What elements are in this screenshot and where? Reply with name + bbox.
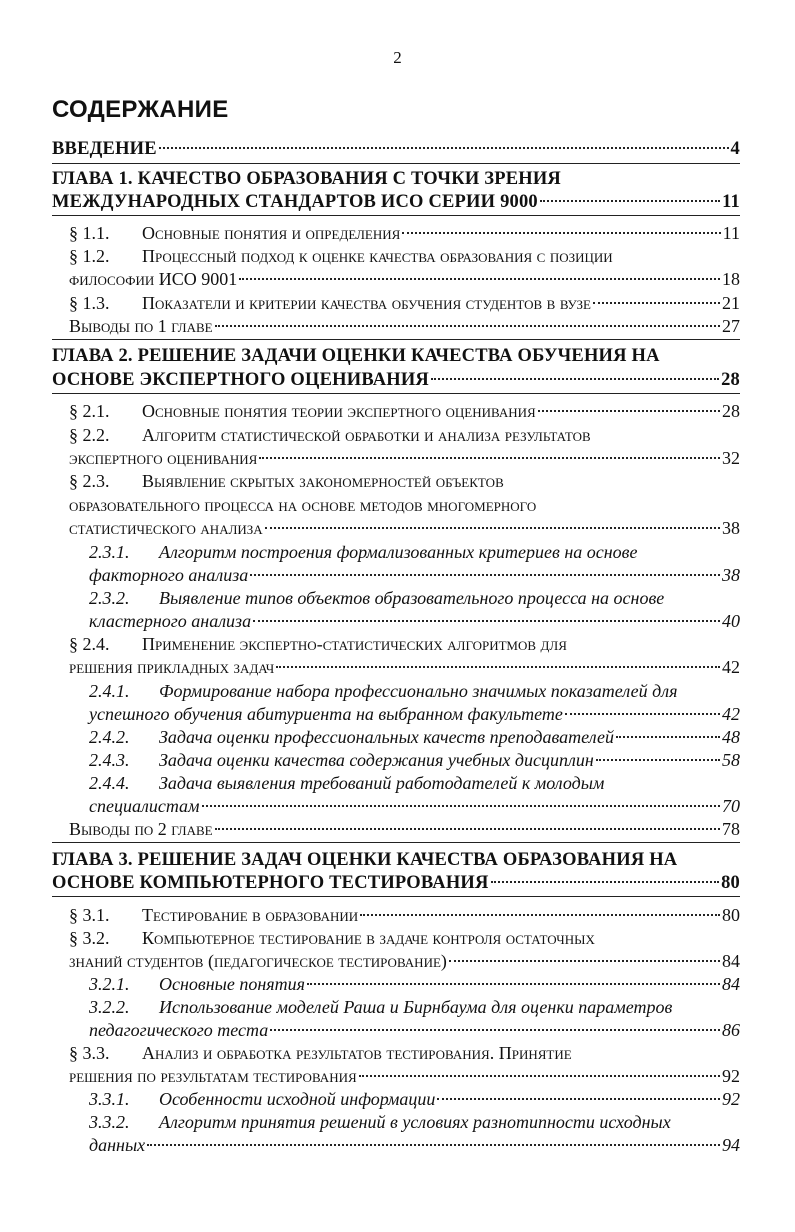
dot-leader xyxy=(270,1029,720,1031)
toc-page-number: 21 xyxy=(722,293,740,313)
toc-page-number: 78 xyxy=(722,819,740,839)
toc-subsection-2-3-1-line-1[interactable] xyxy=(89,541,638,563)
toc-section-2-4-line-1[interactable] xyxy=(69,633,567,655)
toc-section-number: § 3.2. xyxy=(69,928,110,948)
toc-section-3-2-line-2[interactable] xyxy=(69,950,740,972)
toc-section-number: 3.3.2. xyxy=(89,1112,130,1132)
toc-entry-text: факторного анализа xyxy=(89,565,249,585)
toc-section-1-1[interactable] xyxy=(69,222,740,244)
toc-section-3-2-line-1[interactable] xyxy=(69,927,595,949)
toc-page-number: 18 xyxy=(722,269,740,289)
dot-leader xyxy=(215,325,720,327)
toc-subsection-3-3-2-line-2[interactable] xyxy=(89,1134,740,1156)
toc-section-number: 2.3.1. xyxy=(89,542,130,562)
toc-section-2-3-line-1[interactable] xyxy=(69,470,504,492)
toc-subsection-2-4-3[interactable] xyxy=(89,749,740,771)
dot-leader xyxy=(402,232,720,234)
dot-leader xyxy=(565,713,720,715)
toc-entry-text: Формирование набора профессионально значимых показателей для xyxy=(159,681,678,701)
toc-entry-text: педагогического теста xyxy=(89,1020,269,1040)
toc-conclusions-1[interactable] xyxy=(69,315,740,337)
toc-page-number: 4 xyxy=(730,139,740,159)
toc-section-number: § 1.3. xyxy=(69,293,110,313)
toc-section-2-2-line-2[interactable] xyxy=(69,447,740,469)
toc-subsection-2-4-1-line-2[interactable] xyxy=(89,703,740,725)
dot-leader xyxy=(147,1144,720,1146)
toc-subsection-3-2-2-line-1[interactable] xyxy=(89,996,672,1018)
toc-subsection-2-4-4-line-1[interactable] xyxy=(89,772,604,794)
toc-section-number: § 2.4. xyxy=(69,634,110,654)
toc-entry-text: Показатели и критерии качества обучения студентов в вузе xyxy=(142,293,591,313)
toc-page-number: 86 xyxy=(722,1020,740,1040)
toc-section-number: 2.4.1. xyxy=(89,681,130,701)
toc-entry-text: Задача оценки профессиональных качеств преподавателей xyxy=(159,727,614,747)
dot-leader xyxy=(215,828,720,830)
toc-entry-intro[interactable] xyxy=(52,138,740,160)
toc-page-number: 42 xyxy=(722,704,740,724)
toc-chapter-3-line-1[interactable] xyxy=(52,849,677,871)
toc-entry-text: Основные понятия теории экспертного оценивания xyxy=(142,401,536,421)
toc-entry-text: Задача оценки качества содержания учебных дисциплин xyxy=(159,750,594,770)
toc-section-number: § 3.3. xyxy=(69,1043,110,1063)
toc-entry-text: кластерного анализа xyxy=(89,611,252,631)
toc-section-3-3-line-2[interactable] xyxy=(69,1065,740,1087)
page-number: 2 xyxy=(393,48,402,67)
toc-page-number: 38 xyxy=(722,565,740,585)
dot-leader xyxy=(276,666,720,668)
divider xyxy=(52,393,740,394)
toc-subsection-3-2-2-line-2[interactable] xyxy=(89,1019,740,1041)
toc-entry-text: решения по результатам тестирования xyxy=(69,1066,357,1086)
toc-page-number: 84 xyxy=(722,951,740,971)
toc-section-2-3-line-3[interactable] xyxy=(69,517,740,539)
toc-chapter-3-line-2[interactable] xyxy=(52,872,740,894)
toc-section-2-1[interactable] xyxy=(69,400,740,422)
toc-section-3-1[interactable] xyxy=(69,904,740,926)
toc-subsection-2-3-2-line-2[interactable] xyxy=(89,610,740,632)
toc-entry-text: экспертного оценивания xyxy=(69,448,258,468)
toc-page-number: 32 xyxy=(722,448,740,468)
toc-subsection-2-4-1-line-1[interactable] xyxy=(89,680,677,702)
toc-page-number: 70 xyxy=(722,796,740,816)
divider xyxy=(52,163,740,164)
dot-leader xyxy=(593,302,720,304)
toc-subsection-2-4-2[interactable] xyxy=(89,726,740,748)
dot-leader xyxy=(360,914,720,916)
toc-section-number: 2.4.4. xyxy=(89,773,130,793)
toc-section-number: 2.3.2. xyxy=(89,588,130,608)
toc-section-1-2-line-2[interactable] xyxy=(69,268,740,290)
dot-leader xyxy=(449,960,720,962)
toc-section-number: § 1.1. xyxy=(69,223,110,243)
page-title: СОДЕРЖАНИЕ xyxy=(52,96,229,123)
toc-page-number: 84 xyxy=(722,974,740,994)
toc-page-number: 28 xyxy=(722,401,740,421)
toc-chapter-1-line-2[interactable] xyxy=(52,191,740,213)
toc-entry-text: Процессный подход к оценке качества образования с позиции xyxy=(142,246,613,266)
dot-leader xyxy=(538,410,720,412)
toc-page-number: 94 xyxy=(722,1135,740,1155)
toc-section-1-2-line-1[interactable] xyxy=(69,245,613,267)
toc-entry-text: ОСНОВЕ КОМПЬЮТЕРНОГО ТЕСТИРОВАНИЯ xyxy=(52,873,489,893)
dot-leader xyxy=(307,983,720,985)
dot-leader xyxy=(596,759,720,761)
toc-entry-text: Выявление скрытых закономерностей объектов xyxy=(142,471,504,491)
toc-subsection-2-3-2-line-1[interactable] xyxy=(89,587,664,609)
toc-entry-text: Тестирование в образовании xyxy=(142,905,359,925)
toc-entry-text: МЕЖДУНАРОДНЫХ СТАНДАРТОВ ИСО СЕРИИ 9000 xyxy=(52,192,538,212)
toc-section-number: § 1.2. xyxy=(69,246,110,266)
dot-leader xyxy=(239,278,720,280)
toc-section-number: § 2.3. xyxy=(69,471,110,491)
toc-section-number: 2.4.2. xyxy=(89,727,130,747)
dot-leader xyxy=(259,457,720,459)
toc-section-number: § 3.1. xyxy=(69,905,110,925)
toc-page-number: 58 xyxy=(722,750,740,770)
toc-page-number: 11 xyxy=(722,192,740,212)
toc-subsection-3-3-2-line-1[interactable] xyxy=(89,1111,671,1133)
dot-leader xyxy=(540,200,720,202)
toc-entry-text: специалистам xyxy=(89,796,200,816)
toc-entry-text: образовательного процесса на основе методов многомерного xyxy=(69,495,537,515)
toc-entry-text: Алгоритм построения формализованных критериев на основе xyxy=(159,542,638,562)
toc-chapter-2-line-2[interactable] xyxy=(52,369,740,391)
dot-leader xyxy=(159,147,729,149)
toc-entry-text: Основные понятия xyxy=(159,974,306,994)
toc-section-2-2-line-1[interactable] xyxy=(69,424,591,446)
toc-section-3-3-line-1[interactable] xyxy=(69,1042,572,1064)
toc-entry-text: успешного обучения абитуриента на выбранном факультете xyxy=(89,704,563,724)
toc-section-number: § 2.1. xyxy=(69,401,110,421)
toc-entry-text: Выявление типов объектов образовательного процесса на основе xyxy=(159,588,665,608)
toc-chapter-2-line-1[interactable] xyxy=(52,345,660,367)
toc-page-number: 42 xyxy=(722,657,740,677)
toc-entry-text: ГЛАВА 1. КАЧЕСТВО ОБРАЗОВАНИЯ С ТОЧКИ ЗРЕНИЯ xyxy=(52,169,561,189)
toc-entry-text: ГЛАВА 2. РЕШЕНИЕ ЗАДАЧИ ОЦЕНКИ КАЧЕСТВА ОБУЧЕНИЯ НА xyxy=(52,346,660,366)
toc-entry-text: Особенности исходной информации xyxy=(159,1089,436,1109)
divider xyxy=(52,339,740,340)
toc-entry-text: философии ИСО 9001 xyxy=(69,269,238,289)
toc-page-number: 80 xyxy=(722,905,740,925)
toc-entry-text: Анализ и обработка результатов тестирования. Принятие xyxy=(142,1043,572,1063)
toc-entry-text: Основные понятия и определения xyxy=(142,223,401,243)
toc-page-number: 48 xyxy=(722,727,740,747)
toc-entry-text: Использование моделей Раша и Бирнбаума для оценки параметров xyxy=(159,997,673,1017)
toc-page-number: 38 xyxy=(722,518,740,538)
toc-subsection-2-3-1-line-2[interactable] xyxy=(89,564,740,586)
toc-entry-text: Алгоритм статистической обработки и анализа результатов xyxy=(142,425,591,445)
dot-leader xyxy=(359,1075,720,1077)
dot-leader xyxy=(202,805,720,807)
toc-page-number: 92 xyxy=(722,1066,740,1086)
toc-page-number: 28 xyxy=(721,370,740,390)
toc-section-1-3[interactable] xyxy=(69,292,740,314)
toc-page-number: 80 xyxy=(721,873,740,893)
toc-entry-text: Алгоритм принятия решений в условиях разнотипности исходных xyxy=(159,1112,671,1132)
toc-entry-text: Применение экспертно-статистических алгоритмов для xyxy=(142,634,567,654)
toc-section-2-4-line-2[interactable] xyxy=(69,656,740,678)
dot-leader xyxy=(431,378,719,380)
toc-subsection-3-2-1[interactable] xyxy=(89,973,740,995)
toc-section-number: 2.4.3. xyxy=(89,750,130,770)
toc-section-number: § 2.2. xyxy=(69,425,110,445)
toc-section-number: 3.2.1. xyxy=(89,974,130,994)
toc-entry-text: статистического анализа xyxy=(69,518,263,538)
toc-entry-text: Выводы по 2 главе xyxy=(69,819,213,839)
toc-section-number: 3.2.2. xyxy=(89,997,130,1017)
dot-leader xyxy=(265,527,720,529)
divider xyxy=(52,842,740,843)
toc-entry-text: Задача выявления требований работодателей к молодым xyxy=(159,773,605,793)
toc-page-number: 40 xyxy=(722,611,740,631)
toc-subsection-3-3-1[interactable] xyxy=(89,1088,740,1110)
divider xyxy=(52,896,740,897)
toc-entry-text: ВВЕДЕНИЕ xyxy=(52,139,157,159)
toc-entry-text: решения прикладных задач xyxy=(69,657,275,677)
toc-entry-text: ОСНОВЕ ЭКСПЕРТНОГО ОЦЕНИВАНИЯ xyxy=(52,370,429,390)
toc-entry-text: знаний студентов (педагогическое тестирование) xyxy=(69,951,447,971)
toc-page-number: 92 xyxy=(722,1089,740,1109)
toc-entry-text: Компьютерное тестирование в задаче контроля остаточных xyxy=(142,928,595,948)
toc-section-number: 3.3.1. xyxy=(89,1089,130,1109)
divider xyxy=(52,215,740,216)
toc-conclusions-2[interactable] xyxy=(69,818,740,840)
toc-section-2-3-line-2[interactable] xyxy=(69,494,536,516)
toc-chapter-1-line-1[interactable] xyxy=(52,168,561,190)
toc-entry-text: данных xyxy=(89,1135,146,1155)
dot-leader xyxy=(250,574,720,576)
toc-subsection-2-4-4-line-2[interactable] xyxy=(89,795,740,817)
dot-leader xyxy=(491,881,720,883)
toc-page-number: 11 xyxy=(722,223,740,243)
dot-leader xyxy=(437,1098,720,1100)
toc-entry-text: ГЛАВА 3. РЕШЕНИЕ ЗАДАЧ ОЦЕНКИ КАЧЕСТВА ОБРАЗОВАНИЯ НА xyxy=(52,850,678,870)
dot-leader xyxy=(616,736,720,738)
toc-entry-text: Выводы по 1 главе xyxy=(69,316,213,336)
dot-leader xyxy=(253,620,720,622)
toc-page-number: 27 xyxy=(722,316,740,336)
